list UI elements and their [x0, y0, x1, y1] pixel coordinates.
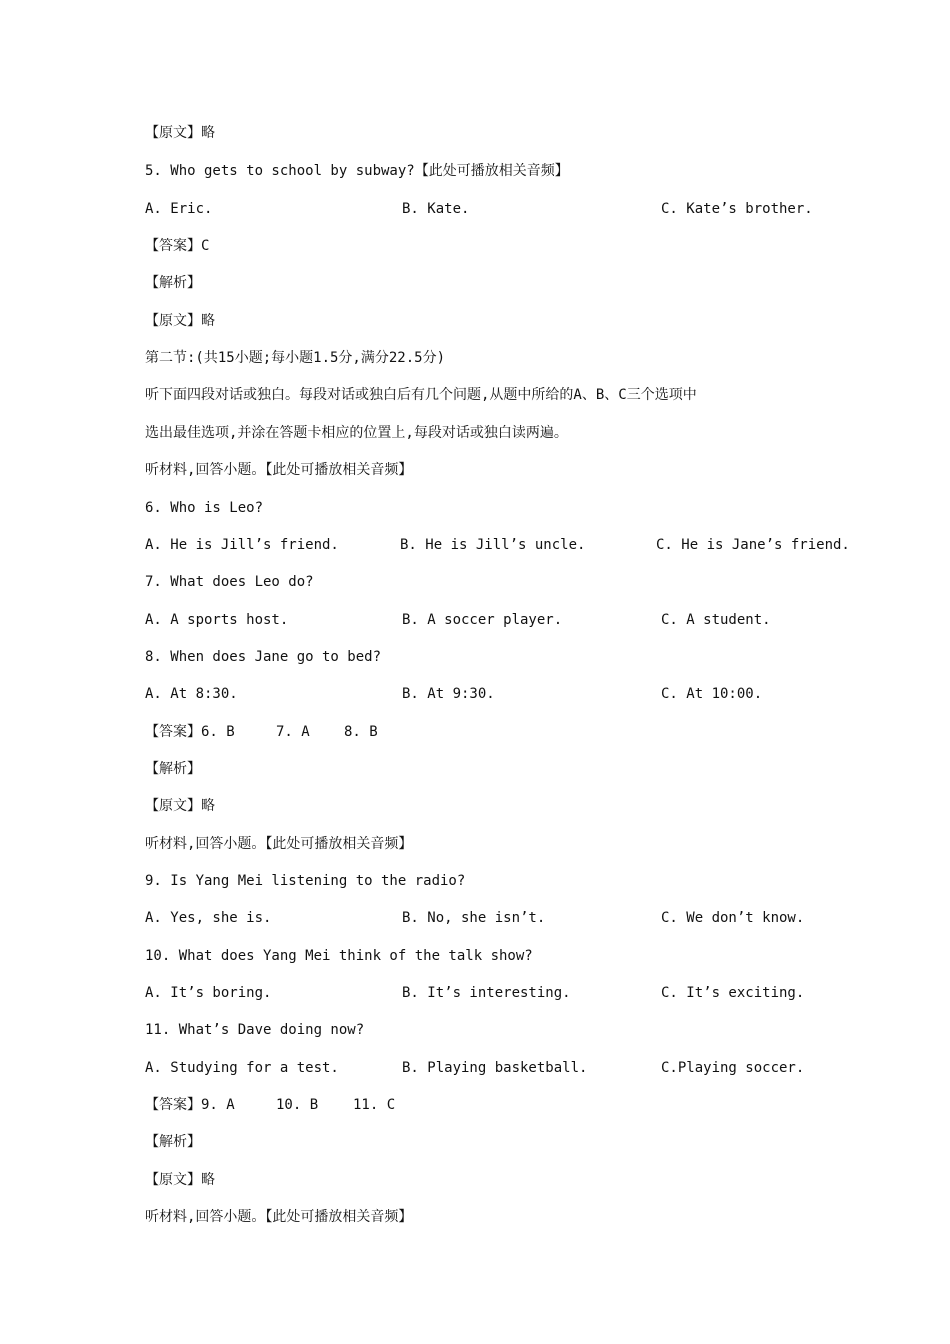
option-b: B. Playing basketball.	[402, 1060, 588, 1076]
answer-8: 8. B	[344, 724, 378, 740]
option-b: B. He is Jill’s uncle.	[400, 537, 586, 553]
options-row-8	[145, 684, 865, 704]
section-header: 第二节:(共15小题;每小题1.5分,满分22.5分)	[145, 350, 446, 366]
option-a: A. Yes, she is.	[145, 910, 272, 926]
analysis-label: 【解析】	[145, 275, 201, 291]
answer-6: 【答案】6. B	[145, 724, 235, 740]
instructions-line-2: 选出最佳选项,并涂在答题卡相应的位置上,每段对话或独白读两遍。	[145, 425, 568, 441]
option-c: C. He is Jane’s friend.	[656, 537, 850, 553]
option-a: A. Studying for a test.	[145, 1060, 339, 1076]
option-c: C. It’s exciting.	[661, 985, 805, 1001]
option-c: C. We don’t know.	[661, 910, 805, 926]
options-row-9	[145, 908, 865, 928]
option-b: B. A soccer player.	[402, 612, 563, 628]
answer-line: 【答案】C	[145, 238, 210, 254]
source-text-omitted: 【原文】略	[145, 125, 215, 141]
answer-7: 7. A	[276, 724, 310, 740]
option-c: C. At 10:00.	[661, 686, 763, 702]
options-row-6	[145, 535, 865, 555]
option-b: B. Kate.	[402, 201, 470, 217]
answer-10: 10. B	[276, 1097, 319, 1113]
source-text-omitted: 【原文】略	[145, 798, 215, 814]
question-10: 10. What does Yang Mei think of the talk show?	[145, 948, 533, 964]
answer-line	[145, 1095, 865, 1115]
options-row-10	[145, 983, 865, 1003]
option-a: A. Eric.	[145, 201, 213, 217]
answer-9: 【答案】9. A	[145, 1097, 235, 1113]
source-text-omitted: 【原文】略	[145, 313, 215, 329]
analysis-label: 【解析】	[145, 761, 201, 777]
question-8: 8. When does Jane go to bed?	[145, 649, 382, 665]
answer-line	[145, 722, 865, 742]
options-row-11	[145, 1058, 865, 1078]
option-c: C. A student.	[661, 612, 771, 628]
option-b: B. It’s interesting.	[402, 985, 571, 1001]
option-a: A. He is Jill’s friend.	[145, 537, 339, 553]
analysis-label: 【解析】	[145, 1134, 201, 1150]
answer-11: 11. C	[353, 1097, 396, 1113]
option-b: B. No, she isn’t.	[402, 910, 546, 926]
options-row-5	[145, 199, 865, 219]
option-c: C.Playing soccer.	[661, 1060, 805, 1076]
question-9: 9. Is Yang Mei listening to the radio?	[145, 873, 466, 889]
listening-prompt: 听材料,回答小题。【此处可播放相关音频】	[145, 462, 413, 478]
option-a: A. It’s boring.	[145, 985, 272, 1001]
source-text-omitted: 【原文】略	[145, 1172, 215, 1188]
question-5: 5. Who gets to school by subway?【此处可播放相关音频】	[145, 163, 569, 179]
option-c: C. Kate’s brother.	[661, 201, 813, 217]
listening-prompt: 听材料,回答小题。【此处可播放相关音频】	[145, 836, 413, 852]
listening-prompt: 听材料,回答小题。【此处可播放相关音频】	[145, 1209, 413, 1225]
question-7: 7. What does Leo do?	[145, 574, 314, 590]
options-row-7	[145, 610, 865, 630]
option-a: A. At 8:30.	[145, 686, 238, 702]
question-11: 11. What’s Dave doing now?	[145, 1022, 365, 1038]
question-6: 6. Who is Leo?	[145, 500, 264, 516]
instructions-line-1: 听下面四段对话或独白。每段对话或独白后有几个问题,从题中所给的A、B、C三个选项中	[145, 387, 697, 403]
option-b: B. At 9:30.	[402, 686, 495, 702]
option-a: A. A sports host.	[145, 612, 289, 628]
